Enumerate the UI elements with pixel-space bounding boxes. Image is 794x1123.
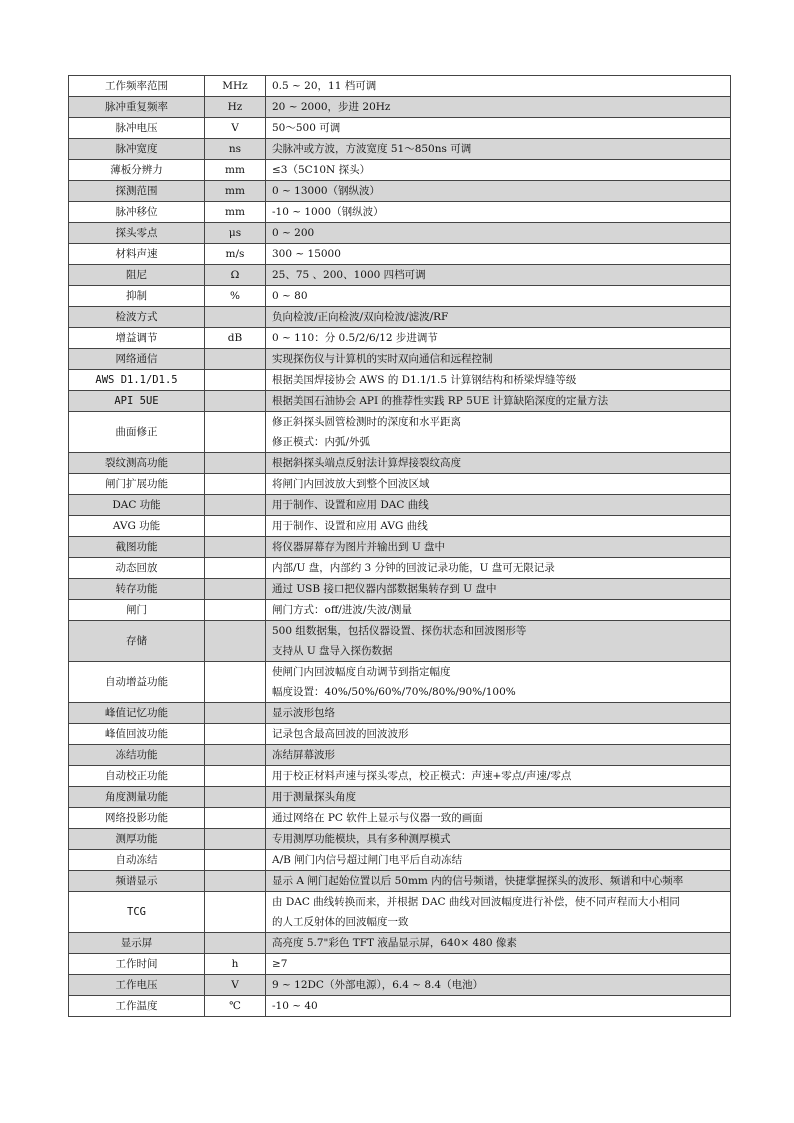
spec-unit-cell: V xyxy=(205,975,266,996)
spec-unit-cell xyxy=(205,766,266,787)
spec-desc-cell: 通过网络在 PC 软件上显示与仪器一致的画面 xyxy=(266,808,731,829)
spec-name-cell: 网络投影功能 xyxy=(69,808,205,829)
spec-desc-cell: 根据美国焊接协会 AWS 的 D1.1/1.5 计算钢结构和桥梁焊缝等级 xyxy=(266,370,731,391)
spec-unit-cell xyxy=(205,745,266,766)
spec-desc-cell: 0 ~ 110：分 0.5/2/6/12 步进调节 xyxy=(266,328,731,349)
spec-desc-cell: 记录包含最高回波的回波波形 xyxy=(266,724,731,745)
spec-desc-cell: A/B 闸门内信号超过闸门电平后自动冻结 xyxy=(266,850,731,871)
spec-desc-cell: 0 ~ 200 xyxy=(266,223,731,244)
spec-name-cell: 动态回放 xyxy=(69,558,205,579)
spec-desc-cell: 9 ~ 12DC（外部电源），6.4 ~ 8.4（电池） xyxy=(266,975,731,996)
spec-desc-cell: 0 ~ 80 xyxy=(266,286,731,307)
spec-row xyxy=(69,286,731,307)
spec-row xyxy=(69,453,731,474)
spec-name-cell: 工作频率范围 xyxy=(69,76,205,97)
spec-row xyxy=(69,745,731,766)
spec-row xyxy=(69,412,731,453)
spec-row xyxy=(69,703,731,724)
spec-unit-cell xyxy=(205,724,266,745)
spec-name-cell: 自动冻结 xyxy=(69,850,205,871)
spec-unit-cell: mm xyxy=(205,181,266,202)
spec-row xyxy=(69,600,731,621)
spec-name-cell: API 5UE xyxy=(69,391,205,412)
spec-name-cell: 脉冲宽度 xyxy=(69,139,205,160)
spec-row xyxy=(69,933,731,954)
spec-unit-cell xyxy=(205,391,266,412)
spec-unit-cell xyxy=(205,871,266,892)
spec-desc-cell: 300 ~ 15000 xyxy=(266,244,731,265)
spec-row xyxy=(69,328,731,349)
spec-name-cell: 曲面修正 xyxy=(69,412,205,453)
spec-desc-cell: 高亮度 5.7"彩色 TFT 液晶显示屏，640× 480 像素 xyxy=(266,933,731,954)
spec-row xyxy=(69,160,731,181)
spec-row xyxy=(69,892,731,933)
spec-name-cell: 存储 xyxy=(69,621,205,662)
spec-name-cell: 显示屏 xyxy=(69,933,205,954)
spec-unit-cell xyxy=(205,600,266,621)
spec-unit-cell xyxy=(205,829,266,850)
spec-table-body xyxy=(69,76,731,1017)
spec-name-cell: 工作电压 xyxy=(69,975,205,996)
spec-unit-cell: h xyxy=(205,954,266,975)
spec-row xyxy=(69,244,731,265)
spec-row xyxy=(69,621,731,662)
spec-unit-cell xyxy=(205,579,266,600)
spec-name-cell: 转存功能 xyxy=(69,579,205,600)
spec-row xyxy=(69,265,731,286)
spec-unit-cell xyxy=(205,370,266,391)
spec-name-cell: DAC 功能 xyxy=(69,495,205,516)
spec-name-cell: 闸门扩展功能 xyxy=(69,474,205,495)
spec-name-cell: 峰值回波功能 xyxy=(69,724,205,745)
spec-row xyxy=(69,97,731,118)
spec-desc-cell: 实现探伤仪与计算机的实时双向通信和远程控制 xyxy=(266,349,731,370)
spec-desc-cell: 50～500 可调 xyxy=(266,118,731,139)
spec-row xyxy=(69,808,731,829)
spec-unit-cell: Ω xyxy=(205,265,266,286)
spec-row xyxy=(69,307,731,328)
spec-desc-cell: 将闸门内回波放大到整个回波区域 xyxy=(266,474,731,495)
spec-unit-cell: dB xyxy=(205,328,266,349)
spec-name-cell: 裂纹测高功能 xyxy=(69,453,205,474)
spec-desc-cell: 用于测量探头角度 xyxy=(266,787,731,808)
spec-row xyxy=(69,349,731,370)
spec-name-cell: 抑制 xyxy=(69,286,205,307)
spec-unit-cell xyxy=(205,787,266,808)
spec-unit-cell: m/s xyxy=(205,244,266,265)
spec-table xyxy=(68,75,731,1017)
spec-desc-cell: 负向检波/正向检波/双向检波/滤波/RF xyxy=(266,307,731,328)
spec-row xyxy=(69,202,731,223)
spec-row xyxy=(69,579,731,600)
spec-desc-cell: 根据斜探头端点反射法计算焊接裂纹高度 xyxy=(266,453,731,474)
spec-name-cell: 探测范围 xyxy=(69,181,205,202)
spec-unit-cell xyxy=(205,933,266,954)
spec-unit-cell xyxy=(205,850,266,871)
spec-unit-cell xyxy=(205,703,266,724)
spec-unit-cell xyxy=(205,412,266,453)
spec-name-cell: 薄板分辨力 xyxy=(69,160,205,181)
spec-row xyxy=(69,76,731,97)
spec-name-cell: 冻结功能 xyxy=(69,745,205,766)
spec-unit-cell xyxy=(205,537,266,558)
spec-desc-cell xyxy=(266,892,731,933)
spec-unit-cell xyxy=(205,474,266,495)
spec-row xyxy=(69,181,731,202)
spec-row xyxy=(69,370,731,391)
spec-name-cell: 自动校正功能 xyxy=(69,766,205,787)
spec-name-cell: 频谱显示 xyxy=(69,871,205,892)
spec-unit-cell xyxy=(205,662,266,703)
spec-desc-line: 修正斜探头圆管检测时的深度和水平距离 xyxy=(272,416,461,428)
spec-unit-cell xyxy=(205,307,266,328)
spec-row xyxy=(69,871,731,892)
spec-name-cell: AVG 功能 xyxy=(69,516,205,537)
spec-row xyxy=(69,850,731,871)
spec-desc-line: 由 DAC 曲线转换而来，并根据 DAC 曲线对回波幅度进行补偿，使不同声程而大小相同 xyxy=(272,896,680,908)
spec-row xyxy=(69,975,731,996)
spec-desc-cell: 显示 A 闸门起始位置以后 50mm 内的信号频谱，快捷掌握探头的波形、频谱和中心频率 xyxy=(266,871,731,892)
spec-row xyxy=(69,787,731,808)
spec-name-cell: 峰值记忆功能 xyxy=(69,703,205,724)
spec-row xyxy=(69,662,731,703)
spec-desc-line: 使闸门内回波幅度自动调节到指定幅度 xyxy=(272,666,451,678)
spec-unit-cell: mm xyxy=(205,202,266,223)
spec-unit-cell: Hz xyxy=(205,97,266,118)
spec-row xyxy=(69,996,731,1017)
spec-row xyxy=(69,495,731,516)
spec-name-cell: 阻尼 xyxy=(69,265,205,286)
spec-name-cell: 检波方式 xyxy=(69,307,205,328)
spec-desc-cell: ≤3（5C10N 探头） xyxy=(266,160,731,181)
spec-row xyxy=(69,724,731,745)
spec-row xyxy=(69,118,731,139)
spec-desc-cell: 用于制作、设置和应用 AVG 曲线 xyxy=(266,516,731,537)
spec-name-cell: 脉冲重复频率 xyxy=(69,97,205,118)
spec-row xyxy=(69,829,731,850)
spec-desc-cell xyxy=(266,662,731,703)
spec-unit-cell: mm xyxy=(205,160,266,181)
spec-unit-cell xyxy=(205,349,266,370)
spec-unit-cell xyxy=(205,558,266,579)
spec-name-cell: 角度测量功能 xyxy=(69,787,205,808)
spec-desc-cell: 0.5 ~ 20，11 档可调 xyxy=(266,76,731,97)
spec-name-cell: 截图功能 xyxy=(69,537,205,558)
spec-unit-cell: V xyxy=(205,118,266,139)
spec-row xyxy=(69,537,731,558)
spec-desc-cell: -10 ~ 40 xyxy=(266,996,731,1017)
spec-name-cell: 材料声速 xyxy=(69,244,205,265)
spec-name-cell: 增益调节 xyxy=(69,328,205,349)
spec-row xyxy=(69,223,731,244)
spec-desc-cell: 用于校正材料声速与探头零点，校正模式：声速+零点/声速/零点 xyxy=(266,766,731,787)
spec-desc-cell: 根据美国石油协会 API 的推荐性实践 RP 5UE 计算缺陷深度的定量方法 xyxy=(266,391,731,412)
spec-row xyxy=(69,391,731,412)
spec-name-cell: 探头零点 xyxy=(69,223,205,244)
spec-row xyxy=(69,474,731,495)
spec-row xyxy=(69,954,731,975)
spec-desc-cell: 通过 USB 接口把仪器内部数据集转存到 U 盘中 xyxy=(266,579,731,600)
spec-desc-cell: 内部/U 盘，内部约 3 分钟的回波记录功能，U 盘可无限记录 xyxy=(266,558,731,579)
spec-name-cell: 自动增益功能 xyxy=(69,662,205,703)
spec-desc-cell: 显示波形包络 xyxy=(266,703,731,724)
spec-desc-cell: 0 ~ 13000（钢纵波） xyxy=(266,181,731,202)
spec-unit-cell: ℃ xyxy=(205,996,266,1017)
spec-unit-cell xyxy=(205,621,266,662)
spec-unit-cell: μs xyxy=(205,223,266,244)
spec-desc-line: 的人工反射体的回波幅度一致 xyxy=(272,916,409,928)
spec-name-cell: 脉冲移位 xyxy=(69,202,205,223)
spec-desc-line: 幅度设置：40%/50%/60%/70%/80%/90%/100% xyxy=(272,686,516,698)
spec-name-cell: 工作时间 xyxy=(69,954,205,975)
spec-row xyxy=(69,139,731,160)
spec-desc-cell: 25、75 、200、1000 四档可调 xyxy=(266,265,731,286)
spec-desc-cell: 冻结屏幕波形 xyxy=(266,745,731,766)
spec-row xyxy=(69,516,731,537)
spec-row xyxy=(69,558,731,579)
spec-desc-line: 500 组数据集，包括仪器设置、探伤状态和回波图形等 xyxy=(272,625,527,637)
spec-desc-cell: 尖脉冲或方波，方波宽度 51～850ns 可调 xyxy=(266,139,731,160)
spec-desc-cell xyxy=(266,621,731,662)
spec-desc-line: 支持从 U 盘导入探伤数据 xyxy=(272,645,393,657)
spec-desc-cell: 将仪器屏幕存为图片并输出到 U 盘中 xyxy=(266,537,731,558)
spec-name-cell: 闸门 xyxy=(69,600,205,621)
spec-desc-cell: 20 ~ 2000，步进 20Hz xyxy=(266,97,731,118)
spec-unit-cell xyxy=(205,453,266,474)
spec-name-cell: TCG xyxy=(69,892,205,933)
spec-row xyxy=(69,766,731,787)
spec-desc-cell xyxy=(266,412,731,453)
spec-desc-line: 修正模式：内弧/外弧 xyxy=(272,436,371,448)
spec-desc-cell: 闸门方式：off/进波/失波/测量 xyxy=(266,600,731,621)
spec-name-cell: AWS D1.1/D1.5 xyxy=(69,370,205,391)
spec-desc-cell: 用于制作、设置和应用 DAC 曲线 xyxy=(266,495,731,516)
spec-desc-cell: ≥7 xyxy=(266,954,731,975)
spec-name-cell: 网络通信 xyxy=(69,349,205,370)
spec-unit-cell xyxy=(205,495,266,516)
spec-unit-cell: MHz xyxy=(205,76,266,97)
spec-desc-cell: 专用测厚功能模块，具有多种测厚模式 xyxy=(266,829,731,850)
spec-unit-cell xyxy=(205,892,266,933)
spec-unit-cell xyxy=(205,808,266,829)
spec-unit-cell xyxy=(205,516,266,537)
spec-name-cell: 工作温度 xyxy=(69,996,205,1017)
spec-unit-cell: ns xyxy=(205,139,266,160)
spec-name-cell: 测厚功能 xyxy=(69,829,205,850)
spec-desc-cell: -10 ~ 1000（钢纵波） xyxy=(266,202,731,223)
spec-unit-cell: % xyxy=(205,286,266,307)
spec-name-cell: 脉冲电压 xyxy=(69,118,205,139)
